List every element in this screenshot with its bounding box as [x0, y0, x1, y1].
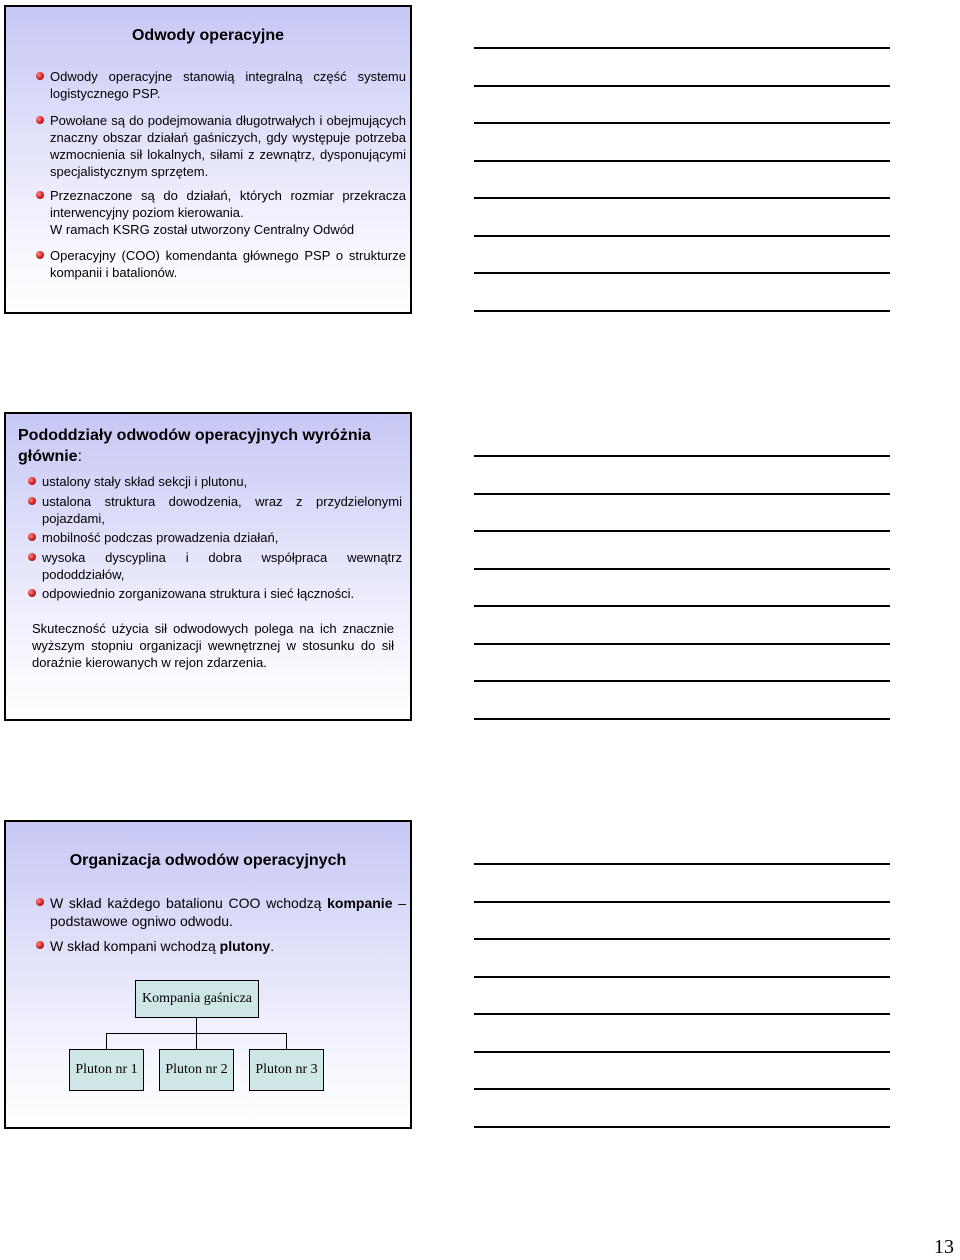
note-line	[474, 160, 890, 162]
slide-2-bullet-1: ustalony stały skład sekcji i plutonu,	[28, 473, 402, 490]
slide-3-bullet-1-rest: – podstawowe ogniwo odwodu.	[50, 895, 406, 929]
slide-1	[4, 5, 412, 314]
slide-2-bullet-5: odpowiednio zorganizowana struktura i sieć łączności.	[28, 585, 402, 602]
note-line	[474, 1051, 890, 1053]
note-line	[474, 605, 890, 607]
slide-2	[4, 412, 412, 721]
slide-3-bullet-2-rest: .	[270, 938, 275, 954]
slide-2-title-line1: Pododdziały odwodów operacyjnych wyróżnia	[18, 427, 371, 444]
note-line	[474, 493, 890, 495]
note-line	[474, 272, 890, 274]
note-line	[474, 455, 890, 457]
org-connector-child-1	[106, 1033, 107, 1049]
slide-1-bullet-4: Operacyjny (COO) komendanta głównego PSP o strukturze kompanii i batalionów.	[36, 247, 406, 281]
slide-1-bullet-3: Przeznaczone są do działań, których rozmiar przekracza interwencyjny poziom kierowania.	[36, 187, 406, 221]
org-connector-root	[196, 1018, 197, 1033]
org-child-box-2: Pluton nr 2	[159, 1049, 234, 1091]
slide-3-bullet-2	[36, 937, 406, 955]
slide-3-bullet-2-bold: plutony	[219, 938, 271, 954]
note-line	[474, 85, 890, 87]
slide-3-bullet-2-text: W skład kompani wchodzą	[50, 938, 220, 954]
slide-1-bullet-1: Odwody operacyjne stanowią integralną część systemu logistycznego PSP.	[36, 68, 406, 102]
note-line	[474, 863, 890, 865]
note-line	[474, 718, 890, 720]
note-line	[474, 1088, 890, 1090]
note-line	[474, 310, 890, 312]
page-number: 13	[934, 1236, 954, 1258]
note-line	[474, 680, 890, 682]
org-connector-child-3	[286, 1033, 287, 1049]
slide-2-bullet-4: wysoka dyscyplina i dobra współpraca wewnątrz pododdziałów,	[28, 549, 402, 583]
slide-3-bullet-1-bold: kompanie	[327, 895, 393, 911]
note-line	[474, 197, 890, 199]
slide-2-title-bold: głównie	[18, 448, 78, 465]
note-line	[474, 901, 890, 903]
org-connector-child-2	[196, 1033, 197, 1049]
slide-2-title-colon: :	[77, 448, 83, 465]
note-line	[474, 938, 890, 940]
note-line	[474, 1013, 890, 1015]
slide-2-title	[18, 425, 382, 467]
org-child-box-1: Pluton nr 1	[69, 1049, 144, 1091]
slide-3-bullet-1-text: W skład każdego batalionu COO wchodzą	[50, 895, 328, 911]
note-line	[474, 235, 890, 237]
slide-1-bullet-2: Powołane są do podejmowania długotrwałych i obejmujących znaczny obszar działań gaśniczych, gdy występuje potrzeba wzmocnienia sił lokalnych, siłami z zewnątrz, dysponującymi specjalistycznym sprzętem.	[36, 112, 406, 180]
note-line	[474, 1126, 890, 1128]
note-line	[474, 530, 890, 532]
slide-2-bullet-3: mobilność podczas prowadzenia działań,	[28, 529, 402, 546]
slide-2-paragraph: Skuteczność użycia sił odwodowych polega na ich znacznie wyższym stopniu organizacji wewnętrznej w stosunku do sił doraźnie kierowanych w rejon zdarzenia.	[32, 621, 394, 670]
note-line	[474, 568, 890, 570]
slide-2-bullet-2: ustalona struktura dowodzenia, wraz z przydzielonymi pojazdami,	[28, 493, 402, 527]
slide-3-bullet-1	[36, 894, 406, 930]
slide-3-title: Organizacja odwodów operacyjnych	[69, 852, 347, 869]
org-child-box-3: Pluton nr 3	[249, 1049, 324, 1091]
slide-1-text-line: W ramach KSRG został utworzony Centralny Odwód	[50, 222, 355, 237]
slide-3	[4, 820, 412, 1129]
note-line	[474, 47, 890, 49]
org-root-box: Kompania gaśnicza	[135, 980, 259, 1018]
note-line	[474, 976, 890, 978]
note-line	[474, 643, 890, 645]
note-line	[474, 122, 890, 124]
slide-1-title: Odwody operacyjne	[131, 27, 285, 44]
